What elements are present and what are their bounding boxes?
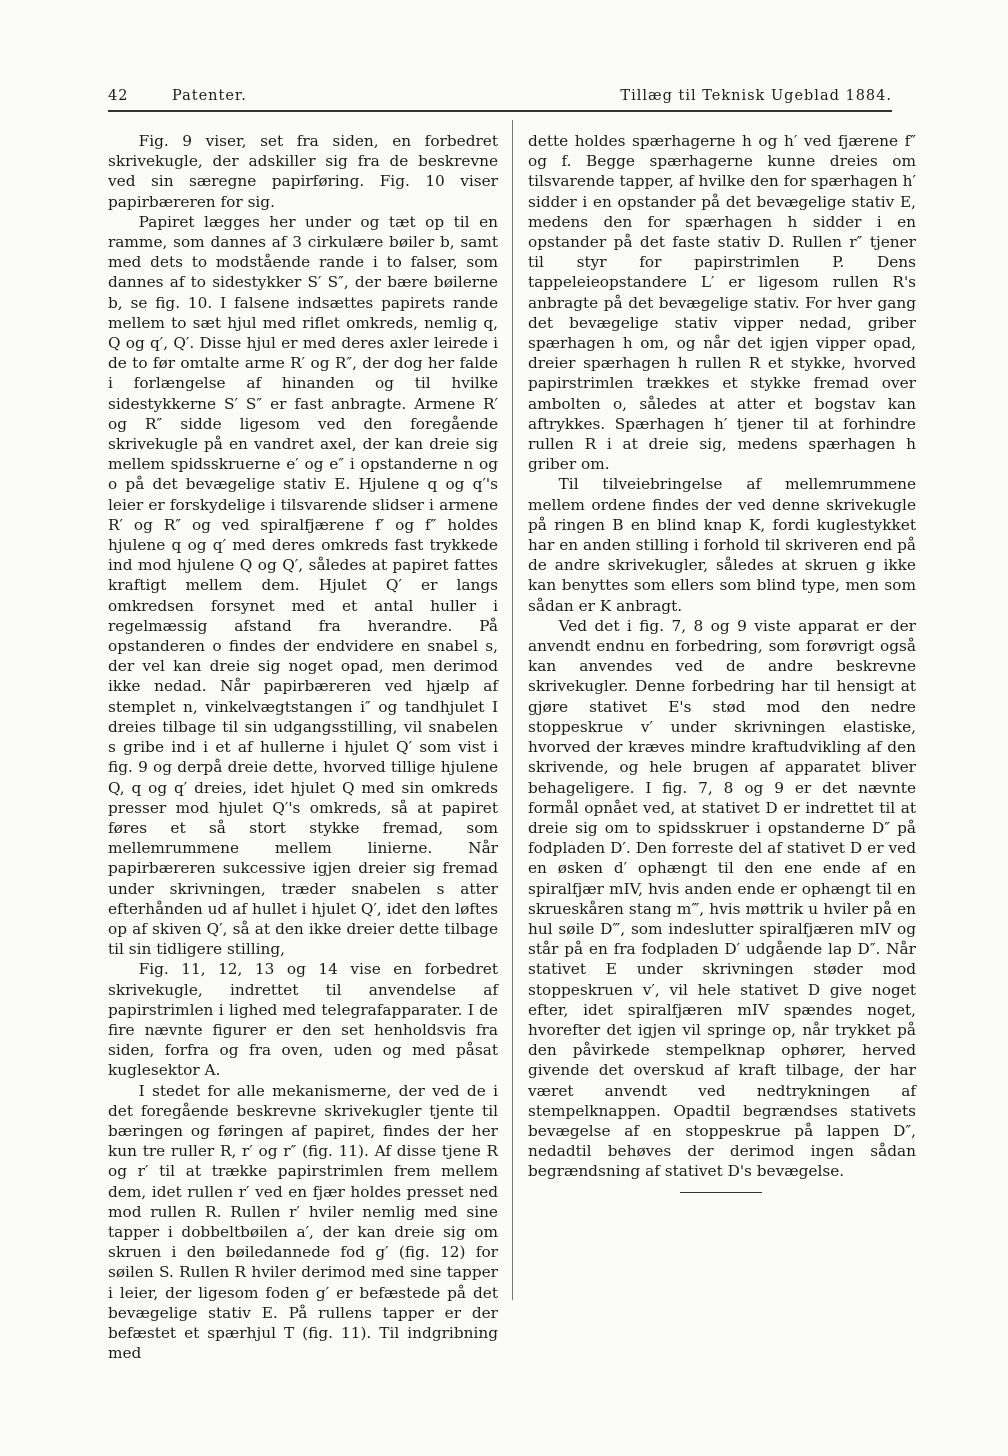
right-column — [528, 131, 916, 1182]
end-rule — [680, 1192, 762, 1193]
paragraph: Papiret lægges her under og tæt op til en ramme, som dannes af 3 cirkulære bøiler b, samt med dets to modstående rande i to falser, som dannes af to sidestykker S′ S″, der bære bøilerne b, se fig. 10. I falsene indsættes papirets rande mellem to sæt hjul med riflet omkreds, nemlig q, Q og q′, Q′. Disse hjul er med deres axler leirede i de to før omtalte arme R′ og R″, der dog her falde i forlængelse af hinanden og til hvilke sidestykkerne S′ S″ er fast anbragte. Armene R′ og R″ sidde ligesom ved den foregående skrivekugle på en vandret axel, der kan dreie sig mellem spidsskruerne e′ og e″ i opstanderne n og o på det bevægelige stativ E. Hjulene q og q′'s leier er forskydelige i tilsvarende slidser i armene R′ og R″ og ved spiralfjærene f′ og f″ holdes hjulene q og q′ med deres omkreds fast trykkede ind mod hjulene Q og Q′, således at papiret fattes kraftigt mellem dem. Hjulet Q′ er langs omkredsen forsynet med et antal huller i regelmæssig afstand fra hverandre. På opstanderen o findes der endvidere en snabel s, der vel kan dreie sig noget opad, men derimod ikke nedad. Når papirbæreren ved hjælp af stemplet n, vinkelvægtstangen i″ og tandhjulet I dreies tilbage til sin udgangsstilling, vil snabelen s gribe ind i et af hullerne i hjulet Q′ som vist i fig. 9 og derpå dreie dette, hvorved tillige hjulene Q, q og q′ dreies, idet hjulet Q med sin omkreds presser mod hjulet Q′'s omkreds, så at papiret føres et så stort stykke fremad, som mellemrummene mellem linierne. Når papirbæreren sukcessive igjen dreier sig fremad under skrivningen, træder snabelen s atter efterhånden ud af hullet i hjulet Q′, idet den løftes op af skiven Q′, så at den ikke dreier dette tilbage til sin tidligere stilling, — [108, 212, 498, 959]
paragraph: Ved det i fig. 7, 8 og 9 viste apparat er der anvendt endnu en forbedring, som forøvrigt også kan anvendes ved de andre beskrevne skrivekugler. Denne forbedring har til hensigt at gjøre stativet E's stød mod den nedre stoppeskrue v′ under skrivningen elastiske, hvorved der kræves mindre kraftudvikling af den skrivende, og hele brugen af apparatet bliver behageligere. I fig. 7, 8 og 9 er det nævnte formål opnået ved, at stativet D er indrettet til at dreie sig om to spidsskruer i opstanderne D″ på fodpladen D′. Den forreste del af stativet D er ved en øsken d′ ophængt til den ene ende af en spiralfjær mIV, hvis anden ende er ophængt til en skrueskåren stang m‴, hvis møttrik u hviler på en hul søile D‴, som indeslutter spiralfjæren mIV og står på en fra fodpladen D′ udgående lap D″. Når stativet E under skrivningen støder mod stoppeskruen v′, vil hele stativet D give noget efter, idet spiralfjæren mIV spændes noget, hvorefter det igjen vil springe op, når trykket på den påvirkede stempelknap ophører, herved givende det overskud af kraft tilbage, der har været anvendt ved nedtrykningen af stempelknappen. Opadtil begrændses stativets bevægelse af en stoppeskrue på lappen D″, nedadtil behøves der derimod ingen sådan begrændsning af stativet D's bevægelse. — [528, 616, 916, 1181]
left-column — [108, 131, 498, 1363]
column-divider — [512, 120, 513, 1300]
paragraph: I stedet for alle mekanismerne, der ved de i det foregående beskrevne skrivekugler tjente til bæringen og føringen af papiret, findes der her kun tre ruller R, r′ og r″ (fig. 11). Af disse tjene R og r′ til at trække papirstrimlen frem mellem dem, idet rullen r′ ved en fjær holdes presset ned mod rullen R. Rullen r′ hviler nemlig med sine tapper i dobbeltbøilen a′, der kan dreie sig om skruen i den bøiledannede fod g′ (fig. 12) for søilen S. Rullen R hviler derimod med sine tapper i leier, der ligesom foden g′ er befæstede på det bevægelige stativ E. På rullens tapper er der befæstet et spærhjul T (fig. 11). Til indgribning med — [108, 1081, 498, 1363]
publication-title: Tillæg til Teknisk Ugeblad 1884. — [620, 88, 892, 104]
paragraph: Fig. 11, 12, 13 og 14 vise en forbedret skrivekugle, indrettet til anvendelse af papirstrimlen i lighed med telegrafapparater. I de fire nævnte figurer er den set henholdsvis fra siden, forfra og fra oven, uden og med påsat kuglesektor A. — [108, 960, 498, 1080]
header-rule — [108, 110, 892, 112]
page-number: 42 — [108, 88, 129, 104]
paragraph: Fig. 9 viser, set fra siden, en forbedret skrivekugle, der adskiller sig fra de beskrevne ved sin særegne papirføring. Fig. 10 viser papirbæreren for sig. — [108, 132, 498, 211]
section-title: Patenter. — [172, 88, 247, 104]
paragraph: dette holdes spærhagerne h og h′ ved fjærene f″ og f. Begge spærhagerne kunne dreies om tilsvarende tapper, af hvilke den for spærhagen h′ sidder i en opstander på det bevægelige stativ E, medens den for spærhagen h sidder i en opstander på det faste stativ D. Rullen r″ tjener til styr for papirstrimlen P. Dens tappeleieopstandere L′ er ligesom rullen R's anbragte på det bevægelige stativ. For hver gang det bevægelige stativ vipper nedad, griber spærhagen h om, og når det igjen vipper opad, dreier spærhagen h rullen R et stykke, hvorved papirstrimlen trækkes et stykke fremad over ambolten o, således at atter et bogstav kan aftrykkes. Spærhagen h′ tjener til at forhindre rullen R i at dreie sig, medens spærhagen h griber om. — [528, 132, 916, 474]
running-header — [108, 88, 892, 110]
paragraph: Til tilveiebringelse af mellemrummene mellem ordene findes der ved denne skrivekugle på ringen B en blind knap K, fordi kuglestykket har en anden stilling i forhold til skriveren end på de andre skrivekugler, således at skruen g ikke kan benyttes som ellers som blind type, men som sådan er K anbragt. — [528, 475, 916, 615]
